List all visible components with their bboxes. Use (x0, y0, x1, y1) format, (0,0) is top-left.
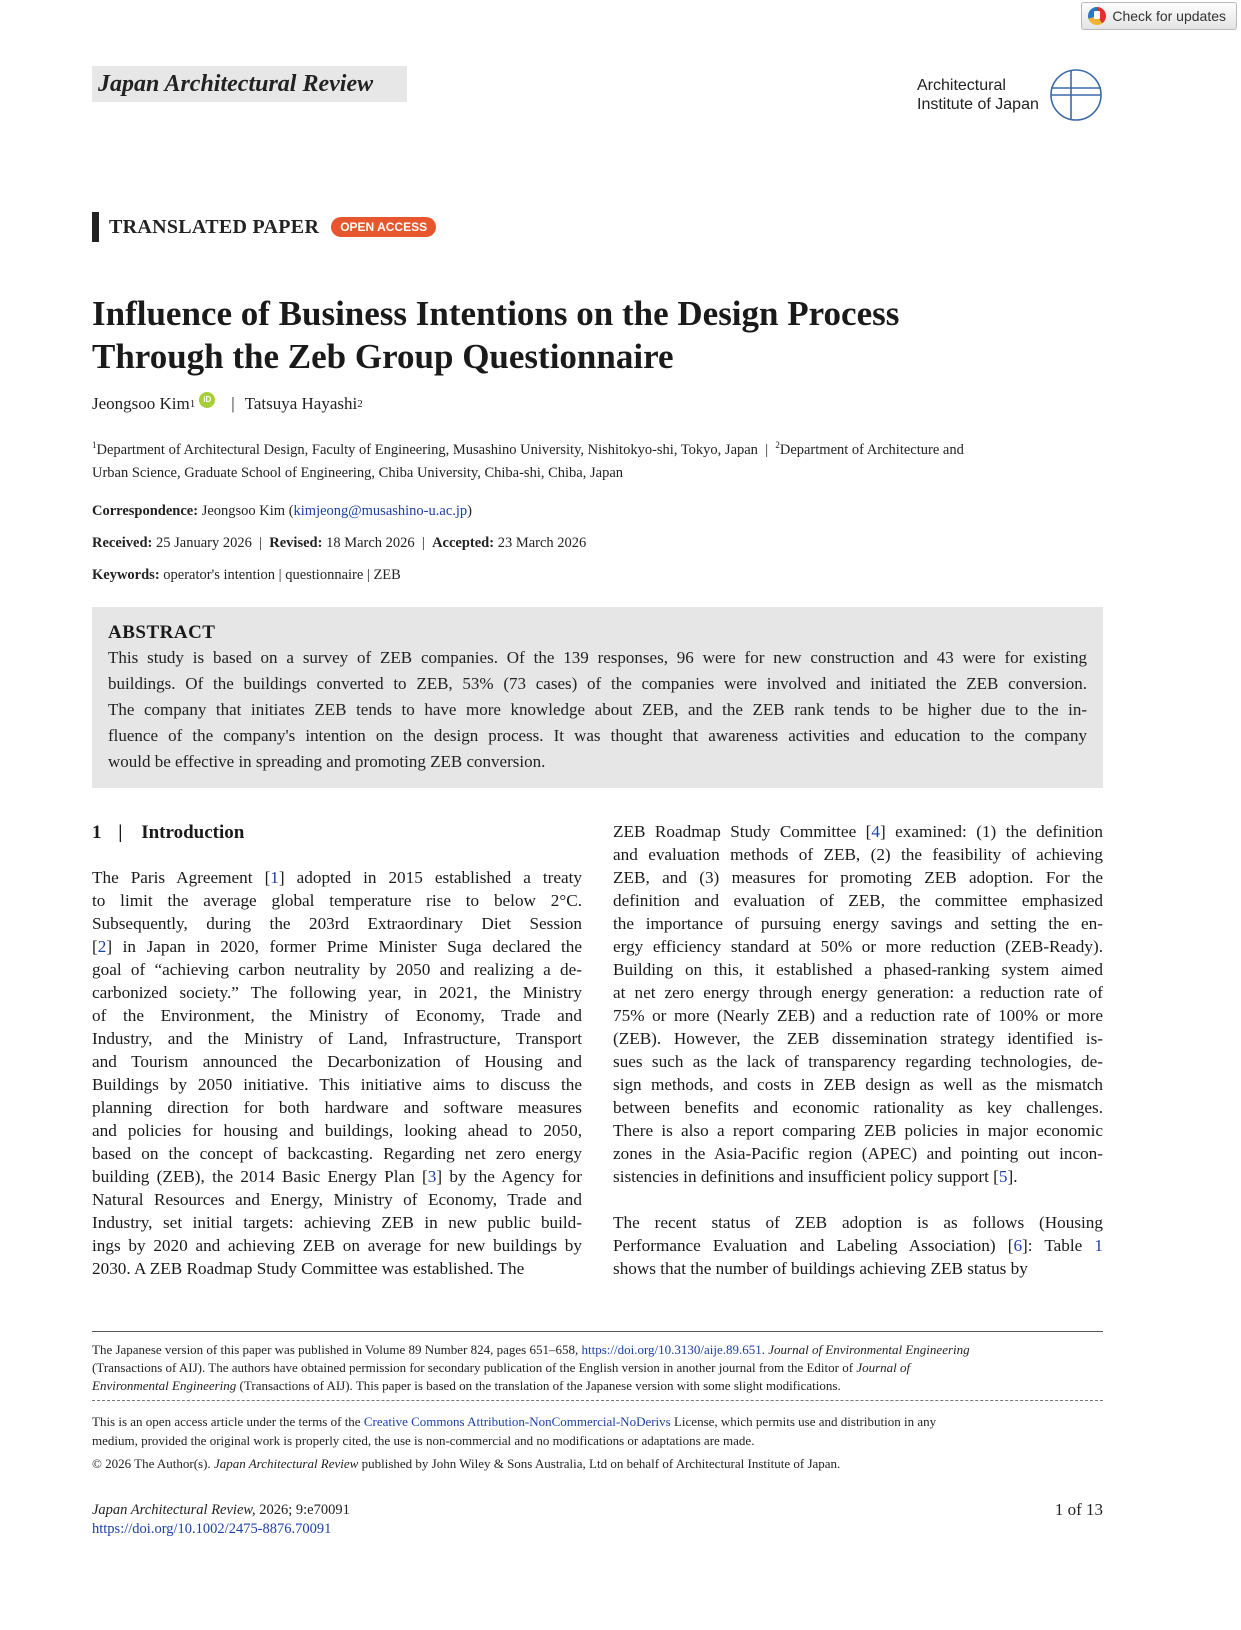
paper-title-line2: Through the Zeb Group Questionnaire (92, 337, 674, 376)
open-access-badge: OPEN ACCESS (331, 217, 436, 237)
publisher-logo-line1: Architectural (917, 77, 1006, 94)
abstract-box (92, 607, 1103, 788)
affiliation-text: Department of Architecture and (779, 441, 964, 458)
publisher-logo-line2: Institute of Japan (917, 96, 1039, 113)
affiliation-marker: 1 (92, 440, 97, 450)
copyright-text: © 2026 The Author(s). (92, 1456, 214, 1471)
right-column-line: There is also a report comparing ZEB policies in major economic (613, 1121, 1103, 1140)
footnote-text: The Japanese version of this paper was published in Volume 89 Number 824, pages 651–658, (92, 1342, 582, 1357)
abstract-line: buildings. Of the buildings converted to ZEB, 53% (73 cases) of the companies were involved and initiated the ZEB conversion. (108, 674, 1087, 693)
left-column-line: and Tourism announced the Decarbonization of Housing and (92, 1052, 582, 1071)
left-column-line: based on the concept of backcasting. Regarding net zero energy (92, 1144, 582, 1163)
publisher-logo-text (917, 76, 1049, 114)
paper-title (92, 292, 1102, 378)
left-column-line: of the Environment, the Ministry of Economy, Trade and (92, 1006, 582, 1025)
license-line: medium, provided the original work is properly cited, the use is non-commercial and no modifications or adaptations are made. (92, 1433, 755, 1448)
footnote-rule (92, 1331, 1103, 1332)
right-column (613, 820, 1103, 1280)
paper-type (92, 212, 436, 242)
footer-journal: Japan Architectural Review, (92, 1502, 256, 1518)
footnote-journal: Journal of Environmental Engineering (768, 1342, 970, 1357)
correspondence (92, 503, 472, 520)
right-column-line: shows that the number of buildings achieving ZEB status by (613, 1259, 1028, 1278)
paper-type-label: TRANSLATED PAPER (109, 215, 320, 238)
accepted-date: 23 March 2026 (497, 535, 587, 551)
license-line (92, 1412, 1103, 1431)
creative-commons-link[interactable]: Creative Commons Attribution-NonCommercial-NoDerivs (363, 1414, 671, 1429)
footnote-line (92, 1341, 1103, 1359)
license-notice (92, 1412, 1103, 1450)
revised-date: 18 March 2026 (326, 535, 415, 551)
orcid-icon[interactable]: iD (199, 392, 215, 408)
copyright-journal: Japan Architectural Review (213, 1456, 359, 1471)
left-column-line: building (ZEB), the 2014 Basic Energy Plan [3] by the Agency for (92, 1167, 582, 1186)
right-column-line: sign methods, and costs in ZEB design as well as the mismatch (613, 1075, 1103, 1094)
right-column-line: sistencies in definitions and insufficient policy support [5]. (613, 1167, 1018, 1186)
abstract-line: This study is based on a survey of ZEB companies. Of the 139 responses, 96 were for new construction and 43 were for existing (108, 648, 1087, 667)
correspondence-name: Jeongsoo Kim ( (201, 503, 294, 519)
abstract-heading: ABSTRACT (108, 622, 216, 643)
japanese-version-doi-link[interactable]: https://doi.org/10.3130/aije.89.651 (581, 1342, 762, 1357)
right-column-line: and evaluation methods of ZEB, (2) the feasibility of achieving (613, 845, 1103, 864)
right-column-line: ZEB, and (3) measures for promoting ZEB adoption. For the (613, 868, 1103, 887)
right-column-line: at net zero energy through energy generation: a reduction rate of (613, 983, 1103, 1002)
keywords-label: Keywords: (92, 567, 160, 583)
affiliation-line (92, 434, 1102, 462)
left-column-line: Subsequently, during the 203rd Extraordinary Diet Session (92, 914, 582, 933)
left-column-line: carbonized society.” The following year, in 2021, the Ministry (92, 983, 582, 1002)
footnote-text: (Transactions of AIJ). This paper is based on the translation of the Japanese version with some slight modifications. (236, 1378, 841, 1393)
left-column-line: to limit the average global temperature rise to below 2°C. (92, 891, 582, 910)
author-affiliation-marker: 1 (189, 398, 196, 410)
left-column-line: Natural Resources and Energy, Ministry of Economy, Trade and (92, 1190, 582, 1209)
right-column-line: ZEB Roadmap Study Committee [4] examined: (1) the definition (613, 822, 1103, 841)
author-name[interactable]: Tatsuya Hayashi (244, 394, 358, 413)
affiliation-line: Urban Science, Graduate School of Engineering, Chiba University, Chiba-shi, Chiba, Japan (92, 464, 623, 481)
correspondence-label: Correspondence: (92, 503, 199, 519)
section-title: Introduction (141, 822, 245, 843)
affiliation-marker: 2 (775, 440, 780, 450)
affiliations (92, 434, 1102, 485)
citation-link[interactable]: 1 (270, 868, 279, 887)
footnote-journal: Environmental Engineering (92, 1378, 237, 1393)
footnote-line (92, 1377, 1103, 1395)
left-column-line: Industry, and the Ministry of Land, Infrastructure, Transport (92, 1029, 582, 1048)
author-list (92, 394, 363, 414)
check-for-updates-label: Check for updates (1112, 8, 1226, 24)
crossmark-icon (1088, 7, 1106, 25)
table-reference-link[interactable]: 1 (1094, 1236, 1103, 1255)
footnote-divider (92, 1400, 1103, 1401)
right-column-line: (ZEB). However, the ZEB dissemination strategy identified is- (613, 1029, 1103, 1048)
revised-label: Revised: (269, 535, 323, 551)
citation-link[interactable]: 4 (871, 822, 880, 841)
right-column-line: Performance Evaluation and Labeling Association) [6]: Table 1 (613, 1236, 1103, 1255)
left-column (92, 820, 582, 1280)
left-column-line: The Paris Agreement [1] adopted in 2015 established a treaty (92, 868, 582, 887)
abstract-line: would be effective in spreading and promoting ZEB conversion. (108, 752, 546, 771)
right-column-line: zones in the Asia-Pacific region (APEC) and pointing out incon- (613, 1144, 1103, 1163)
left-column-line: Industry, set initial targets: achieving ZEB in new public build- (92, 1213, 582, 1232)
license-text: License, which permits use and distribution in any (670, 1414, 937, 1429)
check-for-updates-button[interactable] (1081, 2, 1237, 30)
left-column-line: goal of “achieving carbon neutrality by 2050 and realizing a de- (92, 960, 582, 979)
left-column-line: 2030. A ZEB Roadmap Study Committee was established. The (92, 1259, 525, 1278)
right-column-line: 75% or more (Nearly ZEB) and a reduction rate of 100% or more (613, 1006, 1103, 1025)
affiliation-separator: | (765, 441, 769, 458)
page-number: 1 of 13 (1054, 1500, 1103, 1519)
paper-title-line1: Influence of Business Intentions on the Design Process (92, 294, 900, 333)
citation-link[interactable]: 5 (998, 1167, 1008, 1186)
received-label: Received: (92, 535, 153, 551)
footer-citation-line (92, 1501, 350, 1520)
paper-type-bar (92, 212, 99, 242)
publisher-logo (917, 68, 1107, 122)
footnote-text: (Transactions of AIJ). The authors have obtained permission for secondary publication of the English version in another journal from the Editor of (92, 1360, 857, 1375)
left-column-line: ings by 2020 and achieving ZEB on average for new buildings by (92, 1236, 582, 1255)
footnote-journal: Journal of (856, 1360, 911, 1375)
author-separator: | (231, 394, 235, 413)
right-column-line: sues such as the lack of transparency regarding technologies, de- (613, 1052, 1103, 1071)
translation-footnote (92, 1341, 1103, 1395)
abstract-text (108, 645, 1087, 775)
article-doi-link[interactable]: https://doi.org/10.1002/2475-8876.70091 (92, 1521, 332, 1537)
left-column-line: [2] in Japan in 2020, former Prime Minister Suga declared the (92, 937, 582, 956)
section-heading (92, 820, 582, 846)
date-separator: | (421, 535, 425, 551)
right-column-paragraph-1 (613, 820, 1103, 1188)
date-separator: | (259, 535, 263, 551)
footnote-text: . (761, 1342, 769, 1357)
right-column-line: ergy efficiency standard at 50% or more reduction (ZEB-Ready). (613, 937, 1103, 956)
affiliation-text: Department of Architectural Design, Faculty of Engineering, Musashino University, Nishitokyo-shi, Tokyo, Japan (96, 441, 758, 458)
aij-emblem-icon (1049, 68, 1103, 122)
right-column-line: Building on this, it established a phased-ranking system aimed (613, 960, 1103, 979)
left-column-line: planning direction for both hardware and software measures (92, 1098, 582, 1117)
abstract-line: The company that initiates ZEB tends to have more knowledge about ZEB, and the ZEB rank tends to be higher due to the in- (108, 700, 1087, 719)
right-column-line: The recent status of ZEB adoption is as follows (Housing (613, 1213, 1103, 1232)
footer-citation: 2026; 9:e70091 (255, 1502, 350, 1518)
author-name[interactable]: Jeongsoo Kim (92, 394, 190, 413)
license-text: This is an open access article under the terms of the (92, 1414, 364, 1429)
correspondence-email-link[interactable]: kimjeong@musashino-u.ac.jp (293, 503, 468, 519)
right-column-line: definition and evaluation of ZEB, the committee emphasized (613, 891, 1103, 910)
citation-link[interactable]: 6 (1013, 1236, 1023, 1255)
correspondence-close: ) (467, 503, 473, 519)
copyright-text: published by John Wiley & Sons Australia, Ltd on behalf of Architectural Institute of Japan. (358, 1456, 841, 1471)
section-separator: | (118, 822, 123, 843)
left-column-body (92, 866, 582, 1280)
right-column-paragraph-2 (613, 1211, 1103, 1280)
accepted-label: Accepted: (432, 535, 495, 551)
left-column-line: Buildings by 2050 initiative. This initiative aims to discuss the (92, 1075, 582, 1094)
citation-link[interactable]: 2 (97, 937, 107, 956)
section-number: 1 (92, 822, 102, 843)
left-column-line: and policies for housing and buildings, looking ahead to 2050, (92, 1121, 582, 1140)
citation-link[interactable]: 3 (427, 1167, 437, 1186)
copyright-notice (92, 1456, 840, 1472)
page-footer-citation (92, 1501, 350, 1539)
keywords-text: operator's intention | questionnaire | ZEB (163, 567, 401, 583)
author-affiliation-marker: 2 (357, 398, 363, 410)
footnote-line (92, 1359, 1103, 1377)
abstract-line: fluence of the company's intention on the design process. It was thought that awareness activities and education to the company (108, 726, 1087, 745)
right-column-line: between benefits and economic rationality as key challenges. (613, 1098, 1103, 1117)
right-column-line: the importance of pursuing energy savings and setting the en- (613, 914, 1103, 933)
article-dates (92, 535, 586, 552)
keywords (92, 567, 401, 584)
received-date: 25 January 2026 (156, 535, 252, 551)
journal-name: Japan Architectural Review (92, 66, 407, 102)
